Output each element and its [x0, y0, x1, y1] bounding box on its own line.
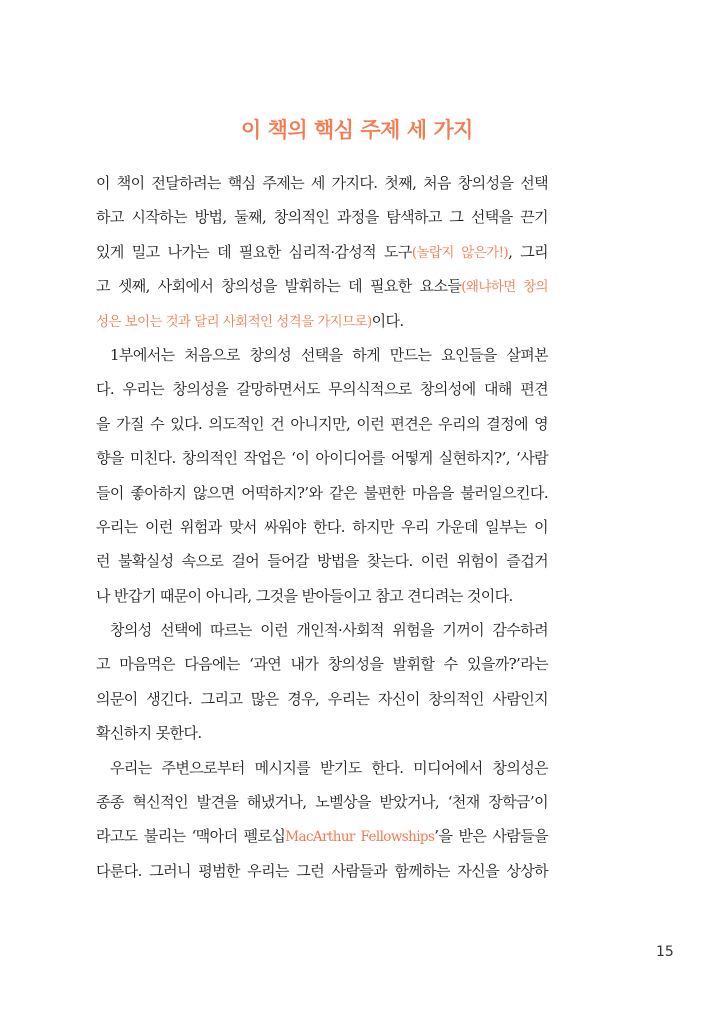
- text-line: [96, 166, 548, 200]
- body-text: [96, 166, 548, 888]
- text-segment: 확신하지 못한다.: [96, 724, 202, 743]
- text-segment: 런 불확실성 속으로 걸어 들어갈 방법을 찾는다. 이런 위험이 즐겁거: [96, 552, 548, 571]
- text-line: [96, 510, 548, 544]
- text-segment: 하고 시작하는 방법, 둘째, 창의적인 과정을 탐색하고 그 선택을 끈기: [96, 208, 548, 227]
- text-segment: 이다.: [371, 311, 404, 330]
- text-segment: 1부에서는 처음으로 창의성 선택을 하게 만드는 요인들을 살펴본: [110, 345, 548, 364]
- text-line: [96, 544, 548, 578]
- text-segment: 고 마음먹은 다음에는 ‘과연 내가 창의성을 발휘할 수 있을까?’라는: [96, 655, 548, 674]
- text-segment: 고 셋째, 사회에서 창의성을 발휘하는 데 필요한 요소들: [96, 277, 462, 296]
- text-line: [96, 854, 548, 888]
- text-segment: 향을 미친다. 창의적인 작업은 ‘이 아이디어를 어떻게 실현하지?’, ‘사람: [96, 449, 548, 468]
- page-number: 15: [656, 944, 674, 960]
- text-line: [96, 682, 548, 716]
- page-title: 이 책의 핵심 주제 세 가지: [241, 118, 473, 142]
- text-segment: 종종 혁신적인 발견을 해냈거나, 노벨상을 받았거나, ‘천재 장학금’이: [96, 793, 548, 812]
- text-segment: 이 책이 전달하려는 핵심 주제는 세 가지다. 첫째, 처음 창의성을 선택: [96, 174, 548, 192]
- text-segment: 있게 밀고 나가는 데 필요한 심리적·감성적 도구: [96, 242, 412, 261]
- text-line: [96, 647, 548, 681]
- text-segment: 을 가질 수 있다. 의도적인 건 아니지만, 이런 편견은 우리의 결정에 영: [96, 414, 548, 433]
- highlighted-text: 성은 보이는 것과 달리 사회적인 성격을 가지므로): [96, 313, 372, 330]
- text-segment: 의문이 생긴다. 그리고 많은 경우, 우리는 자신이 창의적인 사람인지: [96, 689, 548, 708]
- text-line: [96, 441, 548, 475]
- text-segment: 라고도 불리는 ‘맥아더 펠로십: [96, 827, 286, 846]
- text-line: [96, 407, 548, 441]
- text-line: [96, 579, 548, 613]
- text-line: [96, 716, 548, 750]
- text-segment: 우리는 이런 위험과 맞서 싸워야 한다. 하지만 우리 가운데 일부는 이: [96, 517, 548, 536]
- highlighted-text: (왜냐하면 창의: [461, 279, 548, 296]
- text-segment: 다. 우리는 창의성을 갈망하면서도 무의식적으로 창의성에 대해 편견: [96, 380, 548, 399]
- text-line: [96, 372, 548, 406]
- text-segment: 창의성 선택에 따르는 이런 개인적·사회적 위험을 기꺼이 감수하려: [110, 621, 548, 640]
- text-line: [96, 338, 548, 372]
- text-segment: , 그리: [508, 242, 548, 261]
- text-line: [96, 613, 548, 647]
- text-line: [96, 200, 548, 234]
- highlighted-text: MacArthur Fellowships: [285, 829, 435, 846]
- text-line: [96, 819, 548, 853]
- text-line: [96, 269, 548, 303]
- text-segment: 나 반갑기 때문이 아니라, 그것을 받아들이고 참고 견디려는 것이다.: [96, 586, 513, 605]
- highlighted-text: (놀랍지 않은가!): [411, 244, 509, 261]
- text-line: [96, 476, 548, 510]
- text-line: [96, 785, 548, 819]
- text-segment: ’을 받은 사람들을: [434, 827, 548, 846]
- text-segment: 다룬다. 그러니 평범한 우리는 그런 사람들과 함께하는 자신을 상상하: [96, 861, 548, 880]
- text-line: [96, 235, 548, 269]
- text-segment: 우리는 주변으로부터 메시지를 받기도 한다. 미디어에서 창의성은: [110, 758, 548, 777]
- text-segment: 들이 좋아하지 않으면 어떡하지?’와 같은 불편한 마음을 불러일으킨다.: [96, 483, 548, 502]
- text-line: [96, 304, 548, 338]
- text-line: [96, 751, 548, 785]
